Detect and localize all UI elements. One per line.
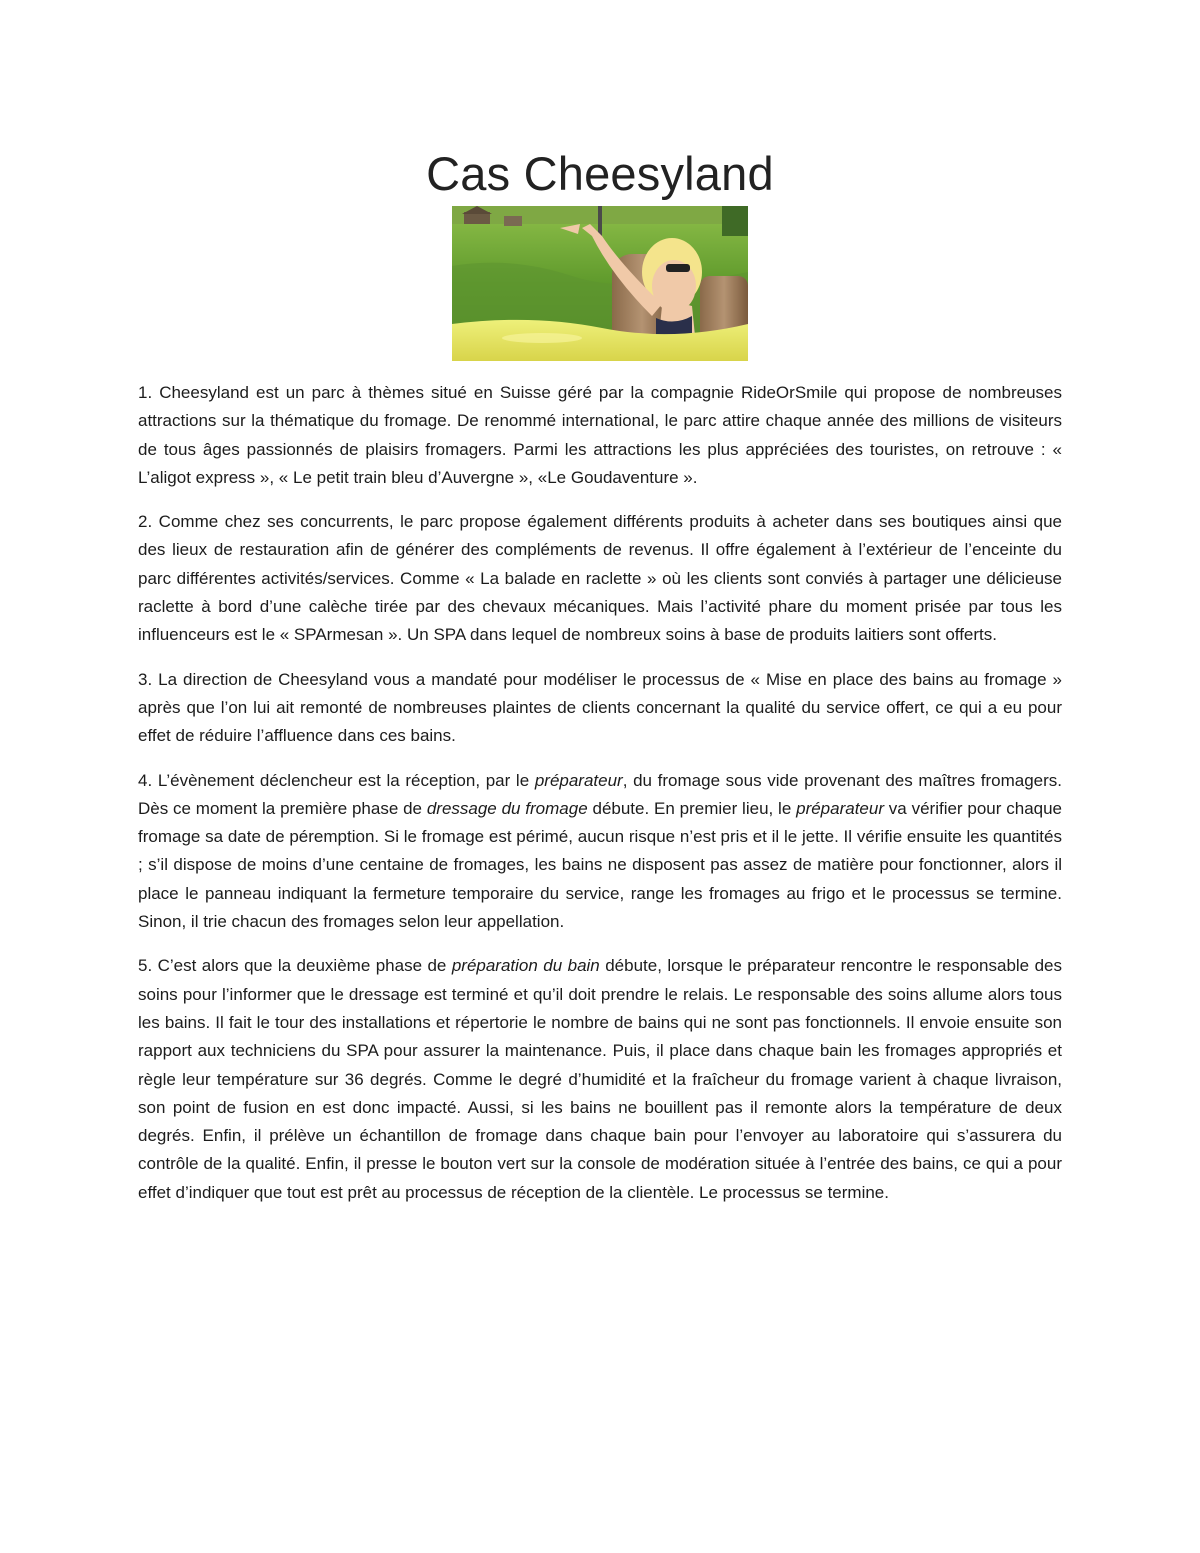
text-run: 4. L’évènement déclencheur est la réception, par le: [138, 770, 535, 790]
paragraph-4: [138, 767, 1062, 937]
document-body: [138, 379, 1062, 1223]
text-run: , du fromage sous vide provenant des maîtres fromagers. Dès ce moment la première phase de: [138, 770, 1063, 818]
italic-term: dressage du fromage: [426, 798, 588, 818]
text-run: va vérifier pour chaque fromage sa date de péremption. Si le fromage est périmé, aucun risque n’est pris et il le jette. Il vérifie ensuite les quantités ; s’il dispose de moins d’une centaine de fromages, les bains ne disposent pas assez de matière pour fonctionner, alors il place le panneau indiquant la fermeture temporaire du service, range les fromages au frigo et le processus se termine. Sinon, il trie chacun des fromages selon leur appellation.: [138, 798, 1063, 932]
paragraph-1: [138, 379, 1062, 492]
document-title: Cas Cheesyland: [426, 147, 774, 200]
text-run: 1. Cheesyland est un parc à thèmes situé en Suisse géré par la compagnie RideOrSmile qui propose de nombreuses attractions sur la thématique du fromage. De renommé international, le parc attire chaque année des millions de visiteurs de tous âges passionnés de plaisirs fromagers. Parmi les attractions les plus appréciées des touristes, on retrouve : « L’aligot express », « Le petit train bleu d’Auvergne », «Le Goudaventure ».: [138, 383, 1062, 487]
paragraph-2: [138, 508, 1062, 649]
text-run: 5. C’est alors que la deuxième phase de: [138, 956, 452, 976]
text-run: débute, lorsque le préparateur rencontre le responsable des soins pour l’informer que le dressage est terminé et qu’il doit prendre le relais. Le responsable des soins allume alors tous les bains. Il fait le tour des installations et répertorie le nombre de bains qui ne sont pas fonctionnels. Il envoie ensuite son rapport aux techniciens du SPA pour assurer la maintenance. Puis, il place dans chaque bain les fromages appropriés et règle leur température sur 36 degrés. Comme le degré d’humidité et la fraîcheur du fromage varient à chaque livraison, son point de fusion en est donc impacté. Aussi, si les bains ne bouillent pas il remonte alors la température de deux degrés. Enfin, il prélève un échantillon de fromage dans chaque bain pour l’envoyer au laboratoire qui s’assurera du contrôle de la qualité. Enfin, il presse le bouton vert sur la console de modération située à l’entrée des bains, ce qui a pour effet d’indiquer que tout est prêt au processus de réception de la clientèle. Le processus se termine.: [138, 956, 1062, 1202]
italic-term: préparateur: [534, 770, 623, 790]
text-run: débute. En premier lieu, le: [587, 798, 797, 818]
paragraph-3: [138, 666, 1062, 751]
paragraph-5: [138, 952, 1062, 1207]
italic-term: préparateur: [796, 798, 884, 818]
text-run: 2. Comme chez ses concurrents, le parc propose également différents produits à acheter dans ses boutiques ainsi que des lieux de restauration afin de générer des compléments de revenus. Il offre également à l’extérieur de l’enceinte du parc différentes activités/services. Comme « La balade en raclette » où les clients sont conviés à partager une délicieuse raclette à bord d’une calèche tirée par des chevaux mécaniques. Mais l’activité phare du moment prisée par tous les influenceurs est le « SPArmesan ». Un SPA dans lequel de nombreux soins à base de produits laitiers sont offerts.: [138, 512, 1062, 645]
italic-term: préparation du bain: [451, 956, 600, 976]
text-run: 3. La direction de Cheesyland vous a mandaté pour modéliser le processus de « Mise en place des bains au fromage » après que l’on lui ait remonté de nombreuses plaintes de clients concernant la qualité du service offert, ce qui a eu pour effet de réduire l’affluence dans ces bains.: [138, 669, 1062, 746]
cheese-bath-photo: [452, 206, 748, 361]
